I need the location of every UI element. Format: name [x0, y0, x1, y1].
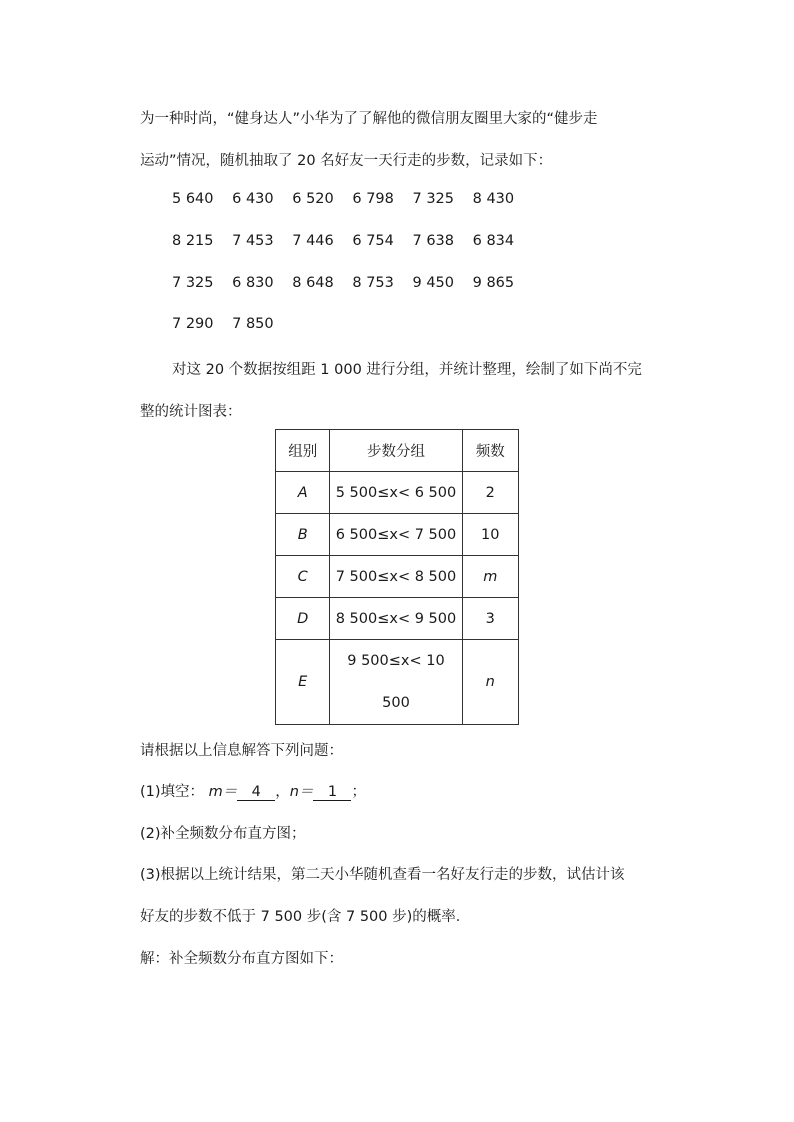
table-cell-freq: 3 — [462, 598, 518, 640]
data-row-4 — [172, 316, 288, 332]
table-cell-range: 7 500≤x< 8 500 — [330, 556, 462, 598]
table-cell-range: 6 500≤x< 7 500 — [330, 514, 462, 556]
table-cell-range: 9 500≤x< 10 500 — [347, 653, 445, 711]
table-cell-group: A — [276, 472, 330, 514]
intro-line-1: 为一种时尚，“健身达人”小华为了了解他的微信朋友圈里大家的“健步走 — [140, 111, 598, 127]
q1-n-answer: 1 — [313, 785, 351, 801]
grouping-line-2: 整的统计图表： — [140, 404, 242, 420]
table-row — [276, 472, 519, 514]
table-header: 步数分组 — [330, 430, 462, 472]
data-value: 7 446 — [292, 233, 334, 249]
table-cell-group: B — [276, 514, 330, 556]
question-3-line-2: 好友的步数不低于 7 500 步(含 7 500 步)的概率． — [140, 909, 471, 925]
q1-n-label: n＝ — [289, 784, 314, 800]
table-cell-group: C — [276, 556, 330, 598]
table-cell-freq: m — [462, 556, 518, 598]
data-row-3 — [172, 275, 528, 291]
data-value: 7 290 — [172, 316, 214, 332]
table-cell-range: 8 500≤x< 9 500 — [330, 598, 462, 640]
data-value: 7 850 — [232, 316, 274, 332]
q1-end: ； — [351, 784, 366, 800]
data-value: 6 430 — [232, 191, 274, 207]
question-2: (2)补全频数分布直方图； — [140, 826, 306, 842]
q1-separator: ， — [275, 784, 290, 800]
data-value: 7 453 — [232, 233, 274, 249]
data-row-2 — [172, 233, 528, 249]
data-value: 9 865 — [472, 275, 515, 291]
data-value: 8 215 — [172, 233, 214, 249]
data-value: 8 430 — [472, 191, 515, 207]
data-value: 6 798 — [352, 191, 394, 207]
table-row — [276, 514, 519, 556]
table-cell-freq: 10 — [462, 514, 518, 556]
table-cell-group: D — [276, 598, 330, 640]
question-1 — [140, 780, 366, 801]
table-cell-freq: n — [462, 640, 518, 725]
table-cell-freq: 2 — [462, 472, 518, 514]
questions-prompt: 请根据以上信息解答下列问题： — [140, 743, 343, 759]
q1-m-answer: 4 — [237, 785, 275, 801]
table-header: 频数 — [462, 430, 518, 472]
data-value: 9 450 — [412, 275, 455, 291]
grouping-line-1: 对这 20 个数据按组距 1 000 进行分组，并统计整理，绘制了如下尚不完 — [172, 362, 642, 378]
table-row — [276, 556, 519, 598]
intro-line-2: 运动”情况，随机抽取了 20 名好友一天行走的步数，记录如下： — [140, 153, 553, 169]
data-value: 6 830 — [232, 275, 274, 291]
question-3-line-1: (3)根据以上统计结果，第二天小华随机查看一名好友行走的步数，试估计该 — [140, 867, 625, 883]
answer-intro: 解：补全频数分布直方图如下： — [140, 951, 343, 967]
data-value: 8 753 — [352, 275, 394, 291]
data-value: 8 648 — [292, 275, 334, 291]
data-value: 7 638 — [412, 233, 455, 249]
data-row-1 — [172, 191, 528, 207]
table-header: 组别 — [276, 430, 330, 472]
data-value: 7 325 — [412, 191, 455, 207]
table-row — [276, 640, 519, 725]
table-row — [276, 598, 519, 640]
q1-prefix: (1)填空： — [140, 784, 205, 800]
data-value: 6 520 — [292, 191, 334, 207]
data-value: 6 834 — [472, 233, 515, 249]
data-value: 5 640 — [172, 191, 214, 207]
q1-m-label: m＝ — [208, 784, 238, 800]
data-value: 6 754 — [352, 233, 394, 249]
table-cell-range: 5 500≤x< 6 500 — [330, 472, 462, 514]
table-cell-group: E — [276, 640, 330, 725]
data-value: 7 325 — [172, 275, 214, 291]
table-header-row — [276, 430, 519, 472]
frequency-table — [275, 429, 519, 725]
